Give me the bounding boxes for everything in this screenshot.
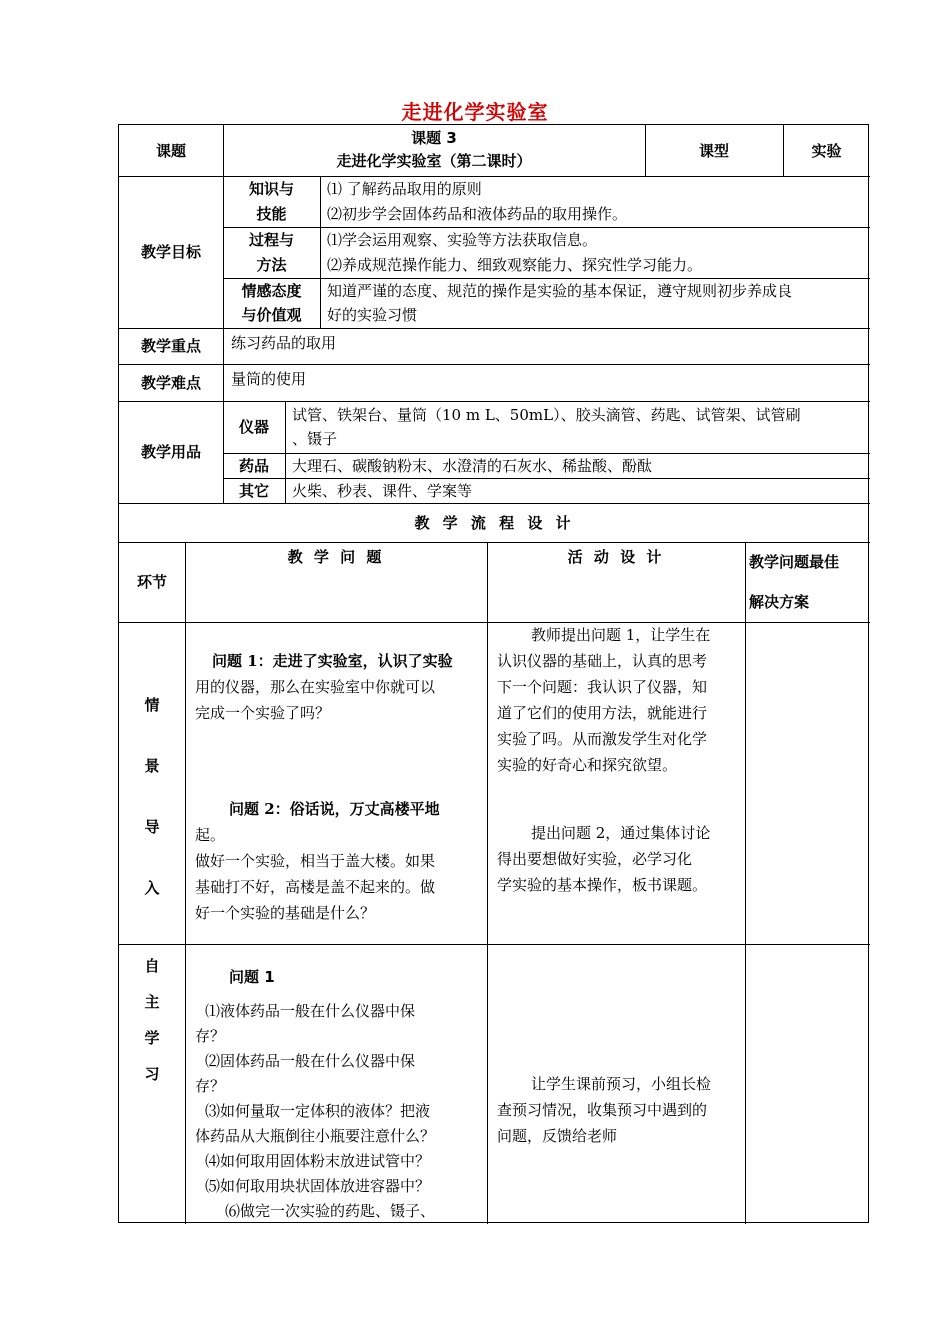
goal-knowledge-text	[327, 177, 867, 227]
supplies-label: 教学用品	[140, 443, 201, 461]
question-line: ⑷如何取用固体粉末放进试管中？	[205, 1152, 431, 1170]
instruments-line: 、镊子	[292, 430, 338, 448]
stage-char: 主	[144, 993, 160, 1011]
goal-category-line: 过程与	[248, 231, 294, 249]
lesson-type-value: 实验	[811, 141, 842, 160]
goal-category-process	[223, 228, 320, 278]
goal-line: 知道严谨的态度、规范的操作是实验的基本保证，遵守规则初步养成良	[327, 282, 793, 300]
question-line	[195, 648, 485, 674]
stage-char: 导	[144, 818, 160, 836]
stage1-activity1	[497, 622, 742, 782]
activity-line: 实验了吗。从而激发学生对化学	[497, 730, 708, 748]
question-line: 完成一个实验了吗？	[195, 704, 331, 722]
col-question-header: 教 学 问 题	[287, 548, 385, 566]
col-solution-header	[749, 542, 870, 622]
goal-line: ⑴学会运用观察、实验等方法获取信息。	[327, 231, 598, 249]
key-point-value: 练习药品的取用	[231, 334, 337, 352]
stage2-questions	[195, 999, 485, 1224]
stage-char: 入	[144, 879, 160, 897]
key-point-label: 教学重点	[140, 337, 201, 355]
stage2-heading: 问题 1	[229, 968, 275, 986]
lesson-type-label: 课型	[698, 141, 729, 160]
activity-line: 实验的好奇心和探究欲望。	[497, 756, 678, 774]
instruments-label: 仪器	[238, 418, 269, 436]
col-solution-line: 教学问题最佳	[749, 553, 840, 571]
question-line-text: 问题 1：走进了实验室，认识了实验	[212, 652, 453, 670]
chemicals-label: 药品	[238, 456, 269, 475]
activity-line: 查预习情况，收集预习中遇到的	[497, 1101, 708, 1119]
col-solution-line: 解决方案	[749, 593, 810, 611]
goals-label: 教学目标	[140, 243, 201, 261]
goal-line: ⑵初步学会固体药品和液体药品的取用操作。	[327, 205, 628, 223]
question-line: 用的仪器，那么在实验室中你就可以	[195, 678, 436, 696]
stage-char: 景	[144, 757, 160, 775]
stage2-name	[119, 948, 185, 1088]
topic-number: 课题 3	[411, 129, 457, 147]
difficulty-value: 量筒的使用	[231, 370, 307, 388]
other-label: 其它	[238, 481, 269, 500]
stage-char: 学	[144, 1029, 160, 1047]
activity-line: 下一个问题：我认识了仪器，知	[497, 678, 708, 696]
difficulty-label: 教学难点	[140, 373, 201, 392]
question-line	[195, 796, 485, 822]
stage1-question1	[195, 648, 485, 728]
question-line: 做好一个实验，相当于盖大楼。如果	[195, 852, 436, 870]
question-line: ⑸如何取用块状固体放进容器中？	[205, 1177, 431, 1195]
topic-value	[223, 127, 645, 175]
lesson-plan-table	[118, 124, 869, 1223]
activity-line: 提出问题 2，通过集体讨论	[531, 824, 711, 842]
goal-category-attitude	[223, 279, 320, 328]
goal-category-line: 知识与	[248, 180, 294, 198]
question-line: ⑵固体药品一般在什么仪器中保	[205, 1052, 416, 1070]
other-value: 火柴、秒表、课件、学案等	[292, 482, 473, 500]
goal-line: ⑴ 了解药品取用的原则	[327, 180, 482, 198]
instruments-line: 试管、铁架台、量筒（10 m L、50mL）、胶头滴管、药匙、试管架、试管刷	[292, 406, 801, 424]
question-line: ⑹做完一次实验的药匙、镊子、	[225, 1202, 436, 1220]
question-line: 存？	[195, 1027, 226, 1045]
chemicals-value: 大理石、碳酸钠粉末、水澄清的石灰水、稀盐酸、酚酞	[292, 457, 653, 475]
activity-line: 教师提出问题 1，让学生在	[531, 626, 711, 644]
goal-category-line: 技能	[256, 205, 287, 223]
document-title: 走进化学实验室	[401, 100, 549, 124]
goal-process-text	[327, 228, 867, 278]
activity-line: 让学生课前预习，小组长检	[531, 1075, 712, 1093]
stage-char: 习	[144, 1065, 160, 1083]
activity-line: 认识仪器的基础上，认真的思考	[497, 652, 708, 670]
activity-line: 得出要想做好实验，必学习化	[497, 850, 693, 868]
goal-line: 好的实验习惯	[327, 306, 418, 324]
question-line: ⑴液体药品一般在什么仪器中保	[205, 1002, 416, 1020]
stage2-activity	[497, 1071, 742, 1151]
stage1-name	[119, 675, 185, 895]
col-stage-header: 环节	[136, 573, 167, 591]
topic-name: 走进化学实验室（第二课时）	[336, 152, 532, 170]
goal-line: ⑵养成规范操作能力、细致观察能力、探究性学习能力。	[327, 256, 703, 274]
question-line-text: 问题 2：俗话说，万丈高楼平地	[229, 800, 440, 818]
activity-line: 问题，反馈给老师	[497, 1127, 618, 1145]
stage-char: 情	[144, 696, 160, 714]
goal-attitude-text	[327, 279, 867, 328]
col-activity-header: 活 动 设 计	[567, 548, 665, 566]
goal-category-line: 情感态度	[241, 282, 302, 300]
goal-category-line: 与价值观	[241, 306, 302, 324]
question-line: 体药品从大瓶倒往小瓶要注意什么？	[195, 1127, 436, 1145]
stage1-activity2	[497, 820, 742, 900]
topic-label: 课题	[155, 141, 186, 160]
activity-line: 学实验的基本操作，板书课题。	[497, 876, 708, 894]
goal-category-knowledge	[223, 177, 320, 227]
question-line: 起。	[195, 826, 226, 844]
activity-line: 道了它们的使用方法，就能进行	[497, 704, 708, 722]
goal-category-line: 方法	[256, 256, 287, 274]
stage-char: 自	[144, 957, 160, 975]
question-line: 基础打不好，高楼是盖不起来的。做	[195, 878, 436, 896]
question-line: 好一个实验的基础是什么？	[195, 904, 376, 922]
question-line: ⑶如何量取一定体积的液体？把液	[205, 1102, 431, 1120]
flow-heading: 教 学 流 程 设 计	[414, 513, 575, 532]
stage1-question2	[195, 796, 485, 926]
question-line: 存？	[195, 1077, 226, 1095]
instruments-value	[292, 403, 867, 453]
